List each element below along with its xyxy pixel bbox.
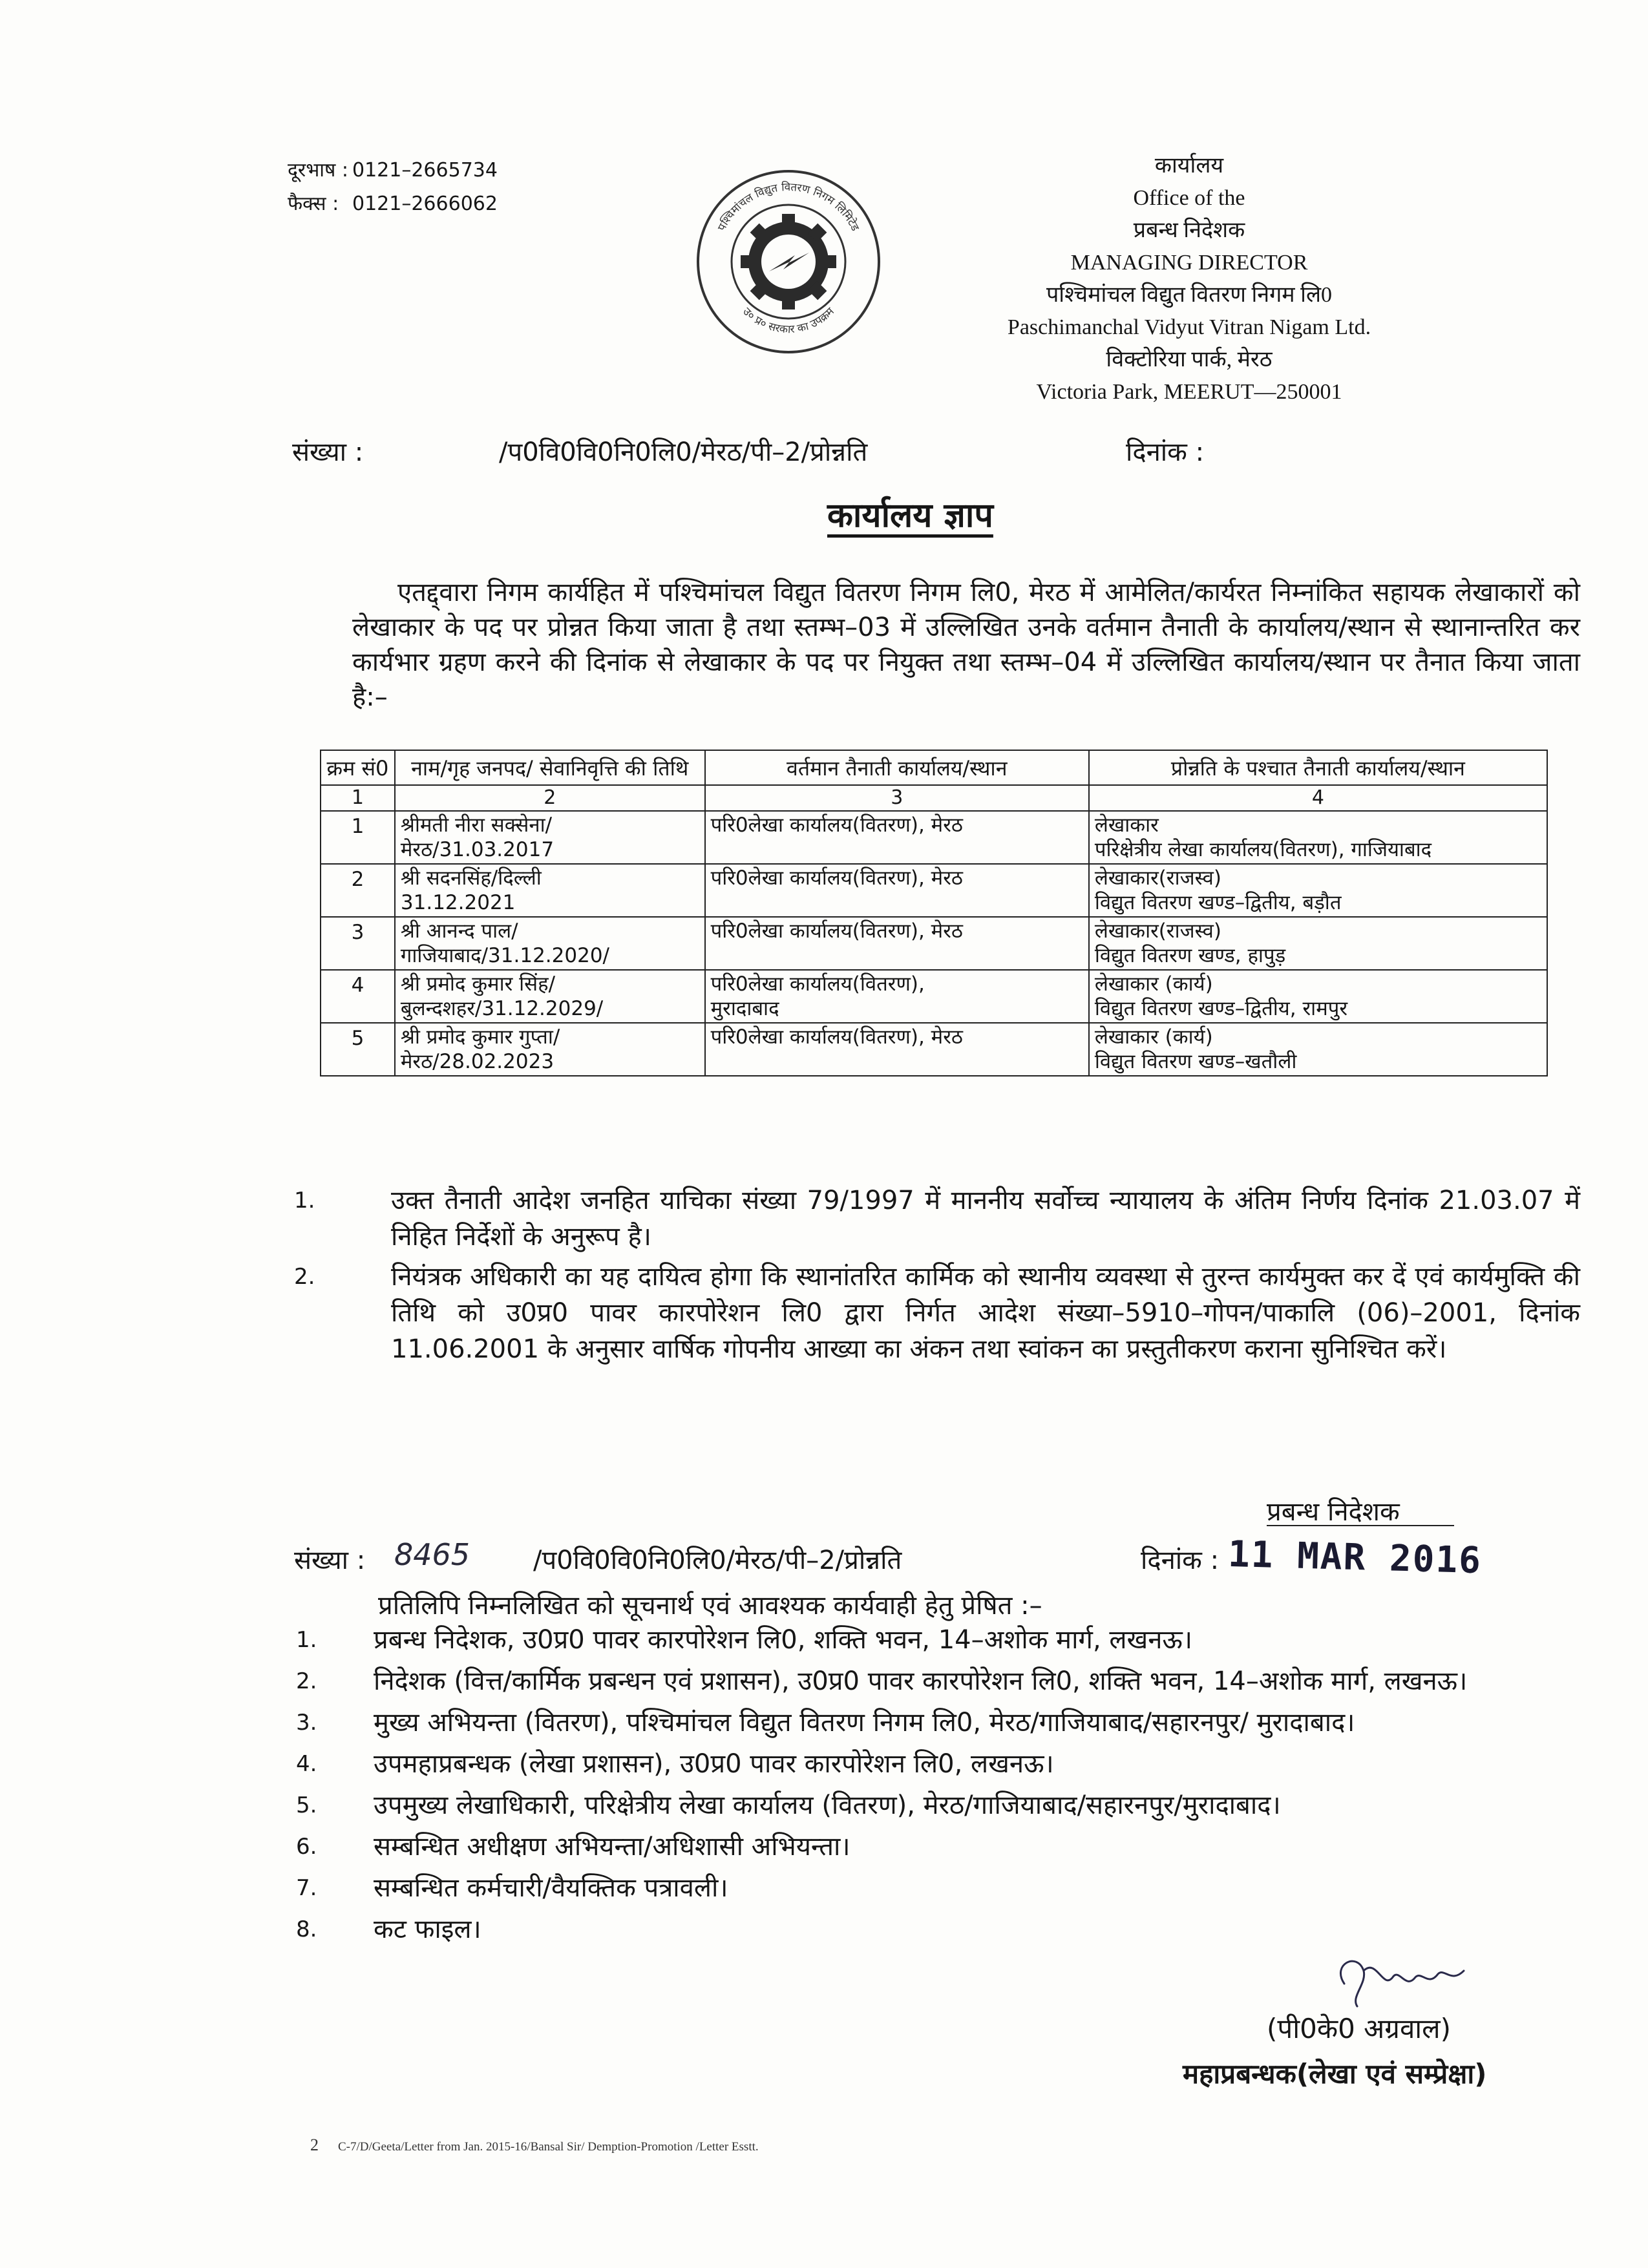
- list-item: [296, 1663, 1582, 1699]
- reference2-number: /प0वि0वि0नि0लि0/मेरठ/पी–2/प्रोन्नति: [533, 1546, 902, 1575]
- note-text: उक्त तैनाती आदेश जनहित याचिका संख्या 79/1997 में माननीय सर्वोच्च न्यायालय के अंतिम निर्णय दिनांक 21.03.07 में निहित निर्देशों के अनुरूप है।: [391, 1186, 1580, 1252]
- reference-date-label: दिनांक :: [1126, 437, 1205, 467]
- row-sn: 3: [321, 917, 395, 970]
- current-line: परि0लेखा कार्यालय(वितरण), मेरठ: [710, 1025, 963, 1049]
- copy-number: 5.: [296, 1792, 317, 1818]
- row-sn: 1: [321, 811, 395, 864]
- name-line: 31.12.2021: [400, 891, 516, 914]
- row-current: [705, 1023, 1089, 1076]
- column-number: 3: [705, 785, 1089, 811]
- copy-text: सम्बन्धित अधीक्षण अभियन्ता/अधिशासी अभियन्ता।: [374, 1832, 850, 1862]
- note-text: नियंत्रक अधिकारी का यह दायित्व होगा कि स्थानांतरित कार्मिक को स्थानीय व्यवस्था से तुरन्त कार्यमुक्त कर दें एवं कार्यमुक्ति की तिथि को उ0प्र0 पावर कारपोरेशन लि0 द्वारा निर्गत आदेश संख्या–5910–गोपन/पाकालि (06)–2001, दिनांक 11.06.2001 के अनुसार वार्षिक गोपनीय आख्या का अंकन तथा स्वांकन का प्रस्तुतीकरण कराना सुनिश्चित करें।: [391, 1262, 1580, 1364]
- table-row: [321, 970, 1547, 1023]
- name-line: बुलन्दशहर/31.12.2029/: [400, 997, 604, 1020]
- name-line: मेरठ/31.03.2017: [400, 838, 555, 861]
- table-row: [321, 811, 1547, 864]
- row-name: [395, 1023, 705, 1076]
- intro-paragraph: एतद्द्वारा निगम कार्यहित में पश्चिमांचल विद्युत वितरण निगम लि0, मेरठ में आमेलित/कार्यरत निम्नांकित सहायक लेखाकारों को लेखाकार के पद पर प्रोन्नत किया जाता है तथा स्तम्भ–03 में उल्लिखित उनके वर्तमान तैनाती के कार्यालय/स्थान से स्थानान्तरित कर कार्यभार ग्रहण करने की दिनांक से लेखाकार के पद पर नियुक्त तथा स्तम्भ–04 में उल्लिखित कार्यालय/स्थान पर तैनात किया जाता है:–: [352, 578, 1580, 712]
- md-signature-line: [1267, 1525, 1454, 1526]
- posting-line: विद्युत वितरण खण्ड–द्वितीय, बड़ौत: [1094, 891, 1342, 914]
- office-line: Paschimanchal Vidyut Vitran Nigam Ltd.: [1007, 315, 1371, 339]
- reference2-date-label: दिनांक :: [1141, 1546, 1220, 1575]
- row-name: [395, 970, 705, 1023]
- seal-text-bottom: उ० प्र० सरकार का उपक्रम: [740, 305, 837, 337]
- posting-line: लेखाकार (कार्य): [1094, 972, 1213, 996]
- copy-intro: प्रतिलिपि निम्नलिखित को सूचनार्थ एवं आवश्यक कार्यवाही हेतु प्रेषित :–: [378, 1591, 1042, 1621]
- file-path: C-7/D/Geeta/Letter from Jan. 2015-16/Bansal Sir/ Demption-Promotion /Letter Esstt.: [338, 2140, 759, 2154]
- posting-line: लेखाकार(राजस्व): [1094, 866, 1222, 890]
- posting-line: विद्युत वितरण खण्ड–द्वितीय, रामपुर: [1094, 997, 1348, 1020]
- list-item: [294, 1182, 1580, 1255]
- name-line: श्री प्रमोद कुमार सिंह/: [400, 972, 556, 996]
- posting-line: परिक्षेत्रीय लेखा कार्यालय(वितरण), गाजियाबाद: [1094, 838, 1432, 861]
- fax-label: फैक्स :: [288, 193, 339, 215]
- name-line: श्री प्रमोद कुमार गुप्ता/: [400, 1025, 560, 1049]
- row-posting: [1089, 864, 1547, 917]
- column-number: 4: [1089, 785, 1547, 811]
- document-title: कार्यालय ज्ञाप: [827, 496, 993, 535]
- posting-line: विद्युत वितरण खण्ड–खतौली: [1094, 1050, 1297, 1073]
- header-new-posting: प्रोन्नति के पश्चात तैनाती कार्यालय/स्थान: [1089, 750, 1547, 785]
- footer: [310, 2136, 759, 2155]
- current-line: परि0लेखा कार्यालय(वितरण),: [710, 972, 925, 996]
- note-number: 2.: [294, 1264, 315, 1290]
- row-sn: 2: [321, 864, 395, 917]
- copy-number: 6.: [296, 1834, 317, 1860]
- table-header-row: [321, 750, 1547, 785]
- fax-row: [288, 187, 498, 221]
- phone-label: दूरभाष :: [288, 159, 349, 182]
- posting-line: लेखाकार(राजस्व): [1094, 919, 1222, 943]
- office-line: पश्चिमांचल विद्युत वितरण निगम लि0: [1046, 283, 1333, 307]
- note-number: 1.: [294, 1188, 315, 1213]
- posting-line: लेखाकार: [1094, 814, 1159, 837]
- row-posting: [1089, 970, 1547, 1023]
- office-line: प्रबन्ध निदेशक: [1133, 218, 1245, 242]
- reference-label: संख्या :: [292, 437, 364, 467]
- list-item: [296, 1911, 1582, 1948]
- current-line: परि0लेखा कार्यालय(वितरण), मेरठ: [710, 919, 963, 943]
- copy-text: निदेशक (वित्त/कार्मिक प्रबन्धन एवं प्रशासन), उ0प्र0 पावर कारपोरेशन लि0, शक्ति भवन, 14–अशोक मार्ग, लखनऊ।: [374, 1666, 1468, 1696]
- svg-text:उ० प्र० सरकार का उपक्रम: [740, 305, 837, 337]
- reference-line-2: [294, 1537, 1263, 1580]
- list-item: [296, 1746, 1582, 1782]
- header-current-posting: वर्तमान तैनाती कार्यालय/स्थान: [705, 750, 1089, 785]
- current-line: मुरादाबाद: [710, 997, 779, 1020]
- handwritten-signature: [1318, 1945, 1474, 2016]
- row-posting: [1089, 917, 1547, 970]
- office-line: MANAGING DIRECTOR: [1070, 251, 1308, 275]
- row-name: [395, 811, 705, 864]
- table-row: [321, 864, 1547, 917]
- seal-text-top: पश्चिमांचल विद्युत वितरण निगम लिमिटेड: [715, 180, 862, 233]
- posting-table: [320, 750, 1548, 1076]
- copy-number: 3.: [296, 1710, 317, 1736]
- column-number: 1: [321, 785, 395, 811]
- name-line: श्रीमती नीरा सक्सेना/: [400, 814, 553, 837]
- name-line: श्री आनन्द पाल/: [400, 919, 518, 943]
- row-current: [705, 970, 1089, 1023]
- row-sn: 4: [321, 970, 395, 1023]
- reference2-handwritten-number: 8465: [394, 1537, 470, 1572]
- office-line: विक्टोरिया पार्क, मेरठ: [1106, 348, 1273, 372]
- phone-number: 0121–2665734: [352, 159, 498, 182]
- signatory-name: (पी0के0 अग्रवाल): [1267, 2013, 1452, 2044]
- list-item: [296, 1705, 1582, 1741]
- row-name: [395, 917, 705, 970]
- row-current: [705, 811, 1089, 864]
- column-number: 2: [395, 785, 705, 811]
- copy-text: सम्बन्धित कर्मचारी/वैयक्तिक पत्रावली।: [374, 1873, 728, 1903]
- company-seal-logo: [692, 165, 885, 359]
- header-sn: क्रम सं0: [321, 750, 395, 785]
- copy-text: उपमुख्य लेखाधिकारी, परिक्षेत्रीय लेखा कार्यालय (वितरण), मेरठ/गाजियाबाद/सहारनपुर/मुरादाबाद।: [374, 1790, 1281, 1820]
- reference-line: [292, 433, 1262, 472]
- posting-line: लेखाकार (कार्य): [1094, 1025, 1213, 1049]
- list-item: [296, 1829, 1582, 1865]
- name-line: गाजियाबाद/31.12.2020/: [400, 944, 609, 967]
- contact-block: [288, 154, 498, 221]
- office-address-block: [956, 150, 1422, 408]
- name-line: मेरठ/28.02.2023: [400, 1050, 555, 1073]
- date-stamp: 11 MAR 2016: [1227, 1533, 1483, 1582]
- office-line: Office of the: [1133, 186, 1245, 210]
- name-line: श्री सदनसिंह/दिल्ली: [400, 866, 542, 890]
- copy-number: 2.: [296, 1668, 317, 1694]
- row-posting: [1089, 1023, 1547, 1076]
- current-line: परि0लेखा कार्यालय(वितरण), मेरठ: [710, 866, 963, 890]
- md-designation-text: प्रबन्ध निदेशक: [1267, 1497, 1400, 1527]
- list-item: [294, 1259, 1580, 1367]
- signatory-designation: महाप्रबन्धक(लेखा एवं सम्प्रेक्षा): [1183, 2058, 1487, 2090]
- list-item: [296, 1622, 1582, 1658]
- posting-line: विद्युत वितरण खण्ड, हापुड़: [1094, 944, 1286, 967]
- list-item: [296, 1787, 1582, 1823]
- row-posting: [1089, 811, 1547, 864]
- md-designation: [1267, 1493, 1400, 1528]
- office-line: कार्यालय: [1154, 154, 1224, 178]
- reference-number: /प0वि0वि0नि0लि0/मेरठ/पी–2/प्रोन्नति: [499, 437, 868, 467]
- copy-text: कट फाइल।: [374, 1915, 481, 1944]
- table-row: [321, 1023, 1547, 1076]
- copy-number: 1.: [296, 1627, 317, 1653]
- copy-number: 4.: [296, 1751, 317, 1777]
- copy-text: प्रबन्ध निदेशक, उ0प्र0 पावर कारपोरेशन लि0, शक्ति भवन, 14–अशोक मार्ग, लखनऊ।: [374, 1625, 1192, 1655]
- copy-list: [296, 1622, 1582, 1953]
- table-row: [321, 917, 1547, 970]
- phone-row: [288, 154, 498, 187]
- current-line: परि0लेखा कार्यालय(वितरण), मेरठ: [710, 814, 963, 837]
- column-number-row: [321, 785, 1547, 811]
- reference2-label: संख्या :: [294, 1546, 366, 1575]
- header-name: नाम/गृह जनपद/ सेवानिवृत्ति की तिथि: [395, 750, 705, 785]
- copy-text: उपमहाप्रबन्धक (लेखा प्रशासन), उ0प्र0 पावर कारपोरेशन लि0, लखनऊ।: [374, 1749, 1054, 1779]
- copy-text: मुख्य अभियन्ता (वितरण), पश्चिमांचल विद्युत वितरण निगम लि0, मेरठ/गाजियाबाद/सहारनपुर/ मुरादाबाद।: [374, 1708, 1355, 1738]
- row-current: [705, 864, 1089, 917]
- office-line: Victoria Park, MEERUT—250001: [1036, 380, 1342, 404]
- row-name: [395, 864, 705, 917]
- fax-number: 0121–2666062: [352, 193, 498, 215]
- copy-number: 7.: [296, 1875, 317, 1901]
- page-number: 2: [310, 2136, 319, 2154]
- copy-number: 8.: [296, 1916, 317, 1942]
- notes-list: [294, 1182, 1580, 1371]
- row-current: [705, 917, 1089, 970]
- list-item: [296, 1870, 1582, 1906]
- row-sn: 5: [321, 1023, 395, 1076]
